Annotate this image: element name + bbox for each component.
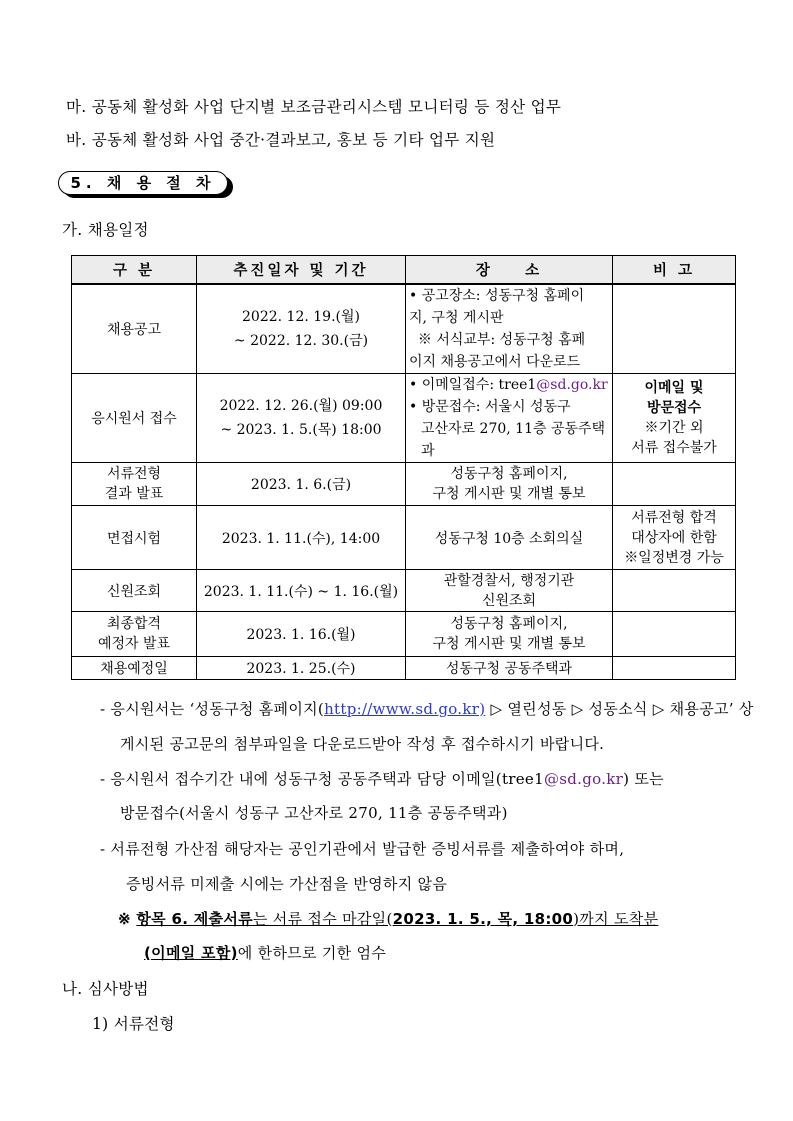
- row-category: 응시원서 접수: [72, 374, 197, 463]
- table-row: [72, 463, 736, 506]
- row-note: 이메일 및 방문접수 ※기간 외 서류 접수불가: [613, 374, 736, 463]
- note-3: - 서류전형 가산점 해당자는 공인기관에서 발급한 증빙서류를 제출하여야 하며,: [100, 840, 625, 858]
- row-place: 성동구청 10층 소회의실: [406, 506, 613, 570]
- table-row: [72, 612, 736, 657]
- row-date: 2023. 1. 25.(수): [197, 657, 406, 680]
- row-date: 2023. 1. 6.(금): [197, 463, 406, 506]
- email-domain: @sd.go.kr: [543, 770, 624, 788]
- row-date: 2022. 12. 26.(월) 09:00 ~ 2023. 1. 5.(목) 18:00: [197, 374, 406, 463]
- note-1-cont: 게시된 공고문의 첨부파일을 다운로드받아 작성 후 접수하시기 바랍니다.: [120, 735, 605, 753]
- row-date: 2022. 12. 19.(월) ~ 2022. 12. 30.(금): [197, 284, 406, 374]
- row-place: 성동구청 홈페이지, 구청 게시판 및 개별 통보: [406, 612, 613, 657]
- row-date: 2023. 1. 11.(수) ~ 1. 16.(월): [197, 570, 406, 612]
- note-2-cont: 방문접수(서울시 성동구 고산자로 270, 11층 공동주택과): [120, 804, 508, 822]
- header-note: 비 고: [613, 256, 736, 285]
- table-row: [72, 657, 736, 680]
- subheading-review-method: 나. 심사방법: [62, 980, 149, 998]
- homepage-link[interactable]: http://www.sd.go.kr): [324, 700, 486, 718]
- row-place: 성동구청 홈페이지, 구청 게시판 및 개별 통보: [406, 463, 613, 506]
- recruitment-schedule-table: [71, 255, 736, 680]
- row-place: • 이메일접수: tree1@sd.go.kr • 방문접수: 서울시 성동구 고산자로 270, 11층 공동주택과: [406, 374, 613, 463]
- row-category: 면접시험: [72, 506, 197, 570]
- row-note: [613, 612, 736, 657]
- row-category: 최종합격 예정자 발표: [72, 612, 197, 657]
- note-4-cont: (이메일 포함)에 한하므로 기한 엄수: [144, 944, 387, 962]
- table-row: [72, 284, 736, 374]
- table-row: [72, 570, 736, 612]
- note-4: ※ 항목 6. 제출서류는 서류 접수 마감일(2023. 1. 5., 목, 18:00)까지 도착분: [118, 910, 659, 928]
- header-place: 장 소: [406, 256, 613, 285]
- section-5-title: 5. 채 용 절 차: [58, 171, 228, 195]
- row-place: 성동구청 공동주택과: [406, 657, 613, 680]
- row-category: 서류전형 결과 발표: [72, 463, 197, 506]
- subheading-schedule: 가. 채용일정: [62, 221, 149, 239]
- header-date: 추진일자 및 기간: [197, 256, 406, 285]
- header-category: 구 분: [72, 256, 197, 285]
- row-note: [613, 284, 736, 374]
- row-date: 2023. 1. 16.(월): [197, 612, 406, 657]
- duty-item-ba: 바. 공동체 활성화 사업 중간·결과보고, 홍보 등 기타 업무 지원: [66, 131, 496, 149]
- row-place: • 공고장소: 성동구청 홈페이 지, 구청 게시판 ※ 서식교부: 성동구청 홈페 이지 채용공고에서 다운로드: [406, 284, 613, 374]
- section-5-badge: [58, 171, 232, 197]
- note-2: - 응시원서 접수기간 내에 성동구청 공동주택과 담당 이메일(tree1@sd.go.kr) 또는: [100, 770, 664, 788]
- table-row: [72, 374, 736, 463]
- email-domain: @sd.go.kr: [536, 377, 608, 393]
- row-category: 채용공고: [72, 284, 197, 374]
- row-note: [613, 657, 736, 680]
- duty-item-ma: 마. 공동체 활성화 사업 단지별 보조금관리시스템 모니터링 등 정산 업무: [66, 98, 562, 116]
- note-3-cont: 증빙서류 미제출 시에는 가산점을 반영하지 않음: [126, 875, 448, 893]
- row-note: 서류전형 합격 대상자에 한함 ※일정변경 가능: [613, 506, 736, 570]
- note-1: - 응시원서는 ‘성동구청 홈페이지(http://www.sd.go.kr) ▷ 열린성동 ▷ 성동소식 ▷ 채용공고’ 상: [100, 700, 754, 718]
- table-row: [72, 506, 736, 570]
- row-category: 신원조회: [72, 570, 197, 612]
- subheading-document-screening: 1) 서류전형: [92, 1015, 175, 1033]
- row-note: [613, 463, 736, 506]
- row-category: 채용예정일: [72, 657, 197, 680]
- row-place: 관할경찰서, 행정기관 신원조회: [406, 570, 613, 612]
- row-date: 2023. 1. 11.(수), 14:00: [197, 506, 406, 570]
- row-note: [613, 570, 736, 612]
